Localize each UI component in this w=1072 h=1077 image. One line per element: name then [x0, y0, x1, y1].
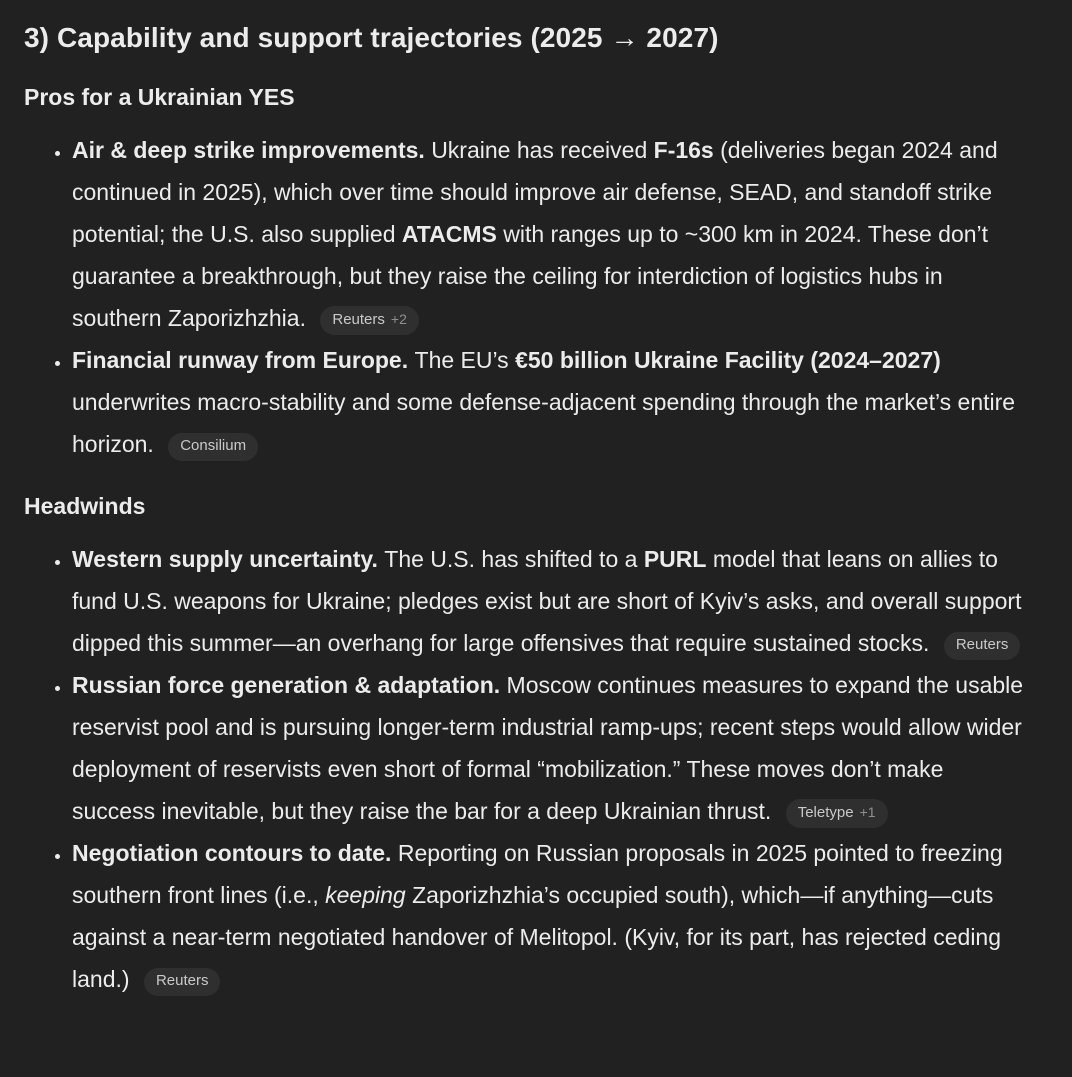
citation-badge[interactable]: [786, 799, 888, 828]
citation-badge[interactable]: [144, 968, 221, 996]
bold-text: Russian force generation & adaptation.: [72, 672, 507, 699]
section-subheading: Pros for a Ukrainian YES: [24, 84, 295, 111]
list-item: [72, 664, 1032, 832]
body-text: underwrites macro-stability and some defense-adjacent spending through the market’s entire horizon.: [72, 389, 1016, 458]
citation-source-label: Reuters: [155, 972, 209, 990]
bold-text: Air & deep strike improvements.: [72, 137, 432, 164]
bold-text: F-16s: [653, 137, 714, 164]
citation-extra-count: +2: [390, 311, 407, 328]
citation-source-label: Teletype: [797, 804, 854, 822]
citation-extra-count: +1: [859, 804, 876, 821]
citation-source-label: Reuters: [955, 636, 1009, 654]
bold-text: PURL: [643, 546, 707, 573]
bold-text: Financial runway from Europe.: [72, 347, 415, 374]
list-item: [72, 832, 1032, 1000]
citation-source-label: Consilium: [180, 437, 247, 455]
body-text: Ukraine has received: [431, 137, 654, 164]
bold-text: €50 billion Ukraine Facility (2024–2027): [515, 347, 941, 374]
bold-text: Western supply uncertainty.: [72, 546, 385, 573]
body-text: The U.S. has shifted to a: [384, 546, 644, 573]
body-text: model that leans on allies to fund U.S. weapons for Ukraine; pledges exist but are short of Kyiv’s asks, and overall support dipped this summer—an overhang for large offensives that require sustained stocks.: [72, 546, 1022, 657]
body-text: with ranges up to ~300 km in 2024. These don’t guarantee a breakthrough, but they raise the ceiling for interdiction of logistics hubs in southern Zaporizhzhia.: [72, 221, 989, 332]
sections: [24, 82, 1048, 1000]
citation-source-label: Reuters: [332, 311, 385, 329]
section-subheading: Headwinds: [24, 493, 146, 520]
body-text: Reporting on Russian proposals in 2025 pointed to freezing southern front lines (i.e.,: [72, 840, 1003, 909]
citation-badge[interactable]: [944, 632, 1021, 660]
list-item: [72, 129, 1032, 339]
bullet-list: [24, 538, 1048, 1000]
bold-text: Negotiation contours to date.: [72, 840, 398, 867]
list-item: [72, 538, 1032, 664]
bullet-list: [24, 129, 1048, 465]
bold-text: ATACMS: [401, 221, 497, 248]
body-text: (deliveries began 2024 and continued in 2025), which over time should improve air defense, SEAD, and standoff strike potential; the U.S. also supplied: [72, 137, 998, 248]
body-text: Moscow continues measures to expand the usable reservist pool and is pursuing longer-term industrial ramp-ups; recent steps would allow wider deployment of reservists even short of formal “mobilization.” These moves don’t make success inevitable, but they raise the bar for a deep Ukrainian thrust.: [72, 672, 1024, 825]
list-item: [72, 339, 1032, 465]
body-text: The EU’s: [414, 347, 516, 374]
citation-badge[interactable]: [320, 306, 419, 335]
body-text: Zaporizhzhia’s occupied south), which—if anything—cuts against a near-term negotiated handover of Melitopol. (Kyiv, for its part, has rejected ceding land.): [72, 882, 1002, 993]
citation-badge[interactable]: [168, 433, 258, 461]
italic-text: keeping: [325, 882, 406, 909]
page-title: 3) Capability and support trajectories (2025 → 2027): [24, 22, 719, 53]
